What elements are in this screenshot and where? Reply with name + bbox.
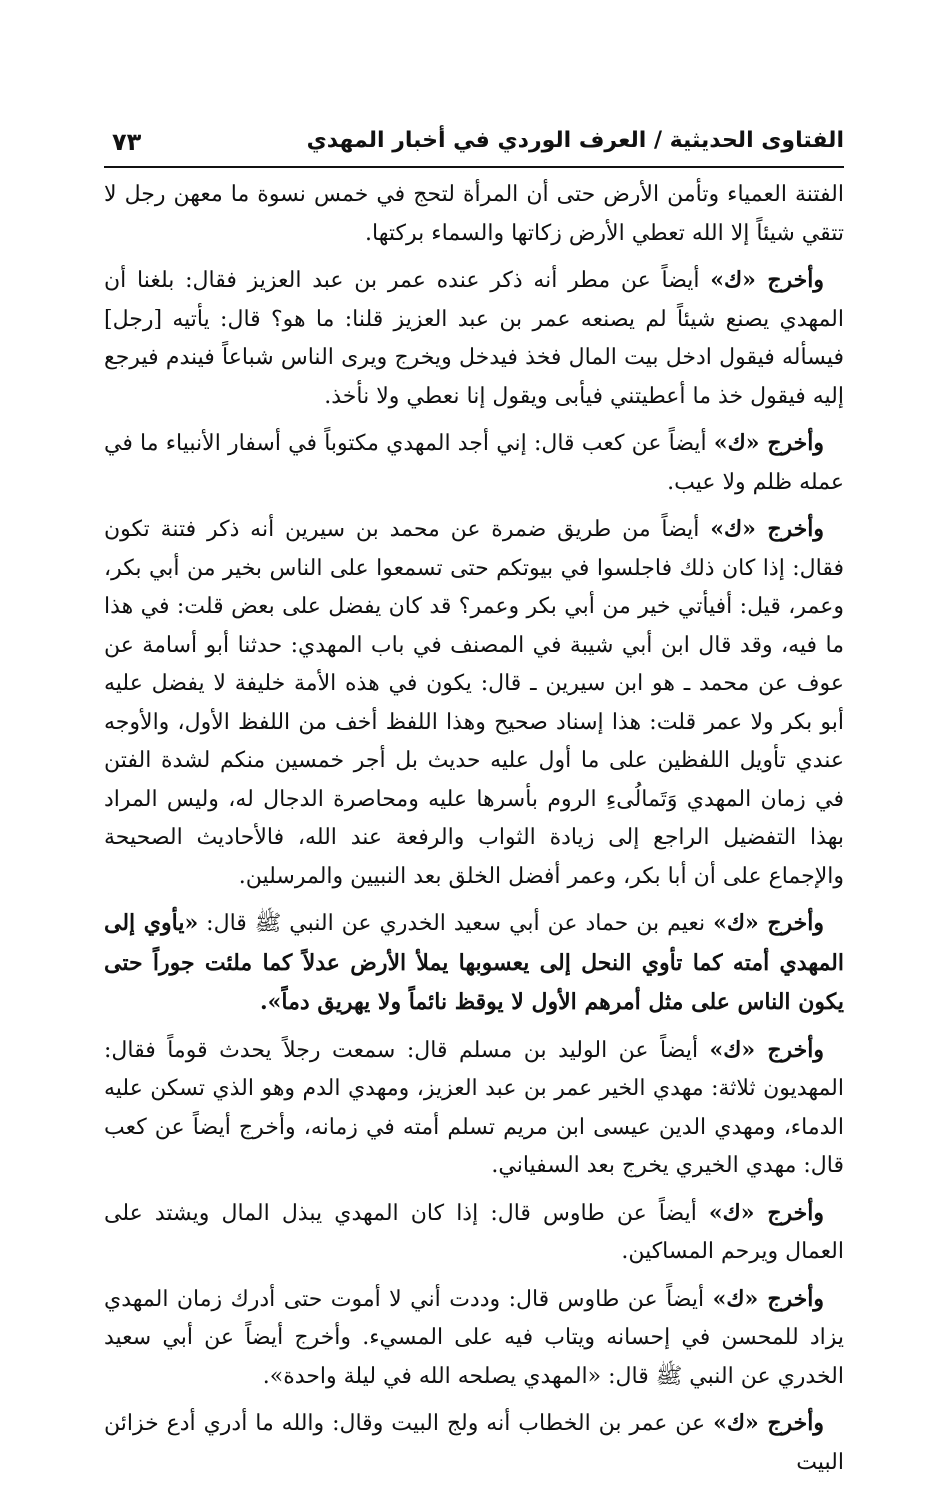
paragraph-text: أيضاً عن طاوس قال: وددت أني لا أموت حتى أدرك زمان المهدي يزاد للمحسن في إحسانه ويتاب فيه على المسيء. وأخرج أيضاً عن أبي سعيد الخدري عن النبي ﷺ قال: «المهدي يصلحه الله في ليلة واحدة».	[104, 1286, 844, 1389]
paragraph-text: أيضاً عن مطر أنه ذكر عنده عمر بن عبد العزيز فقال: بلغنا أن المهدي يصنع شيئاً لم يصنعه عمر بن عبد العزيز قلنا: ما هو؟ قال: يأتيه [رجل] فيسأله فيقول ادخل بيت المال فخذ فيدخل ويخرج ويرى الناس شباعاً فيندم فيرجع إليه فيقول خذ ما أعطيتني فيأبى ويقول إنا نعطي ولا نأخذ.	[104, 268, 844, 409]
paragraph-2	[104, 261, 844, 416]
paragraph-text: الفتنة العمياء وتأمن الأرض حتى أن المرأة لتحج في خمس نسوة ما معهن رجل لا تتقي شيئاً إلا الله تعطي الأرض زكاتها والسماء بركتها.	[104, 182, 844, 246]
paragraph-8	[104, 1280, 844, 1397]
paragraph-lead: وأخرج «ك»	[713, 430, 824, 456]
paragraph-text: أيضاً من طريق ضمرة عن محمد بن سيرين أنه ذكر فتنة تكون فقال: إذا كان ذلك فاجلسوا في بيوتكم حتى تسمعوا على الناس بخير من أبي بكر، وعمر، قيل: أفيأتي خير من أبي بكر وعمر؟ قد كان يفضل على بعض قلت: في هذا ما فيه، وقد قال ابن أبي شيبة في المصنف في باب المهدي: حدثنا أبو أسامة عن عوف عن محمد ـ هو ابن سيرين ـ قال: يكون في هذه الأمة خليفة لا يفضل عليه أبو بكر ولا عمر قلت: هذا إسناد صحيح وهذا اللفظ أخف من اللفظ الأول، والأوجه عندي تأويل اللفظين على ما أول عليه حديث بل أجر خمسين منكم لشدة الفتن في زمان المهدي وَتَمالُىءِ الروم بأسرها عليه ومحاصرة الدجال له، وليس المراد بهذا التفضيل الراجع إلى زيادة الثواب والرفعة عند الله، فالأحاديث الصحيحة والإجماع على أن أبا بكر، وعمر أفضل الخلق بعد النبيين والمرسلين.	[104, 517, 844, 889]
paragraph-6	[104, 1031, 844, 1186]
paragraph-9	[104, 1404, 844, 1482]
paragraph-7	[104, 1194, 844, 1272]
header-rule	[104, 166, 844, 168]
paragraph-3	[104, 424, 844, 502]
paragraph-lead: وأخرج «ك»	[713, 910, 825, 936]
page-header	[104, 126, 844, 166]
hadith-quote: «يأوي إلى المهدي أمته كما تأوي النحل إلى يعسوبها يملأ الأرض عدلاً كما ملئت جوراً حتى يكون الناس على مثل أمرهم الأول لا يوقظ نائماً ولا يهريق دماً».	[104, 910, 844, 1015]
paragraph-text: أيضاً عن الوليد بن مسلم قال: سمعت رجلاً يحدث قوماً فقال: المهديون ثلاثة: مهدي الخير عمر بن عبد العزيز، ومهدي الدم وهو الذي تسكن عليه الدماء، ومهدي الدين عيسى ابن مريم تسلم أمته في زمانه، وأخرج أيضاً عن كعب قال: مهدي الخيري يخرج بعد السفياني.	[104, 1037, 844, 1178]
paragraph-lead: وأخرج «ك»	[708, 1199, 824, 1226]
paragraph-text: نعيم بن حماد عن أبي سعيد الخدري عن النبي ﷺ قال:	[198, 911, 714, 936]
paragraph-lead: وأخرج «ك»	[712, 1285, 825, 1312]
paragraph-lead: وأخرج «ك»	[710, 267, 824, 293]
paragraph-1	[104, 176, 844, 253]
paragraph-text: عن عمر بن الخطاب أنه ولج البيت وقال: والله ما أدري أدع خزائن البيت	[104, 1411, 844, 1475]
paragraph-5	[104, 904, 844, 1023]
paragraph-lead: وأخرج «ك»	[709, 1036, 825, 1063]
running-title: الفتاوى الحديثية / العرف الوردي في أخبار المهدي	[306, 128, 844, 153]
page-number: ٧٣	[112, 128, 142, 156]
paragraph-text: أيضاً عن طاوس قال: إذا كان المهدي يبذل المال ويشتد على العمال ويرحم المساكين.	[104, 1200, 844, 1264]
paragraph-lead: وأخرج «ك»	[710, 516, 824, 542]
paragraph-4	[104, 510, 844, 896]
body-text	[104, 176, 844, 1490]
paragraph-lead: وأخرج «ك»	[713, 1410, 824, 1436]
paragraph-text: أيضاً عن كعب قال: إني أجد المهدي مكتوباً في أسفار الأنبياء ما في عمله ظلم ولا عيب.	[104, 431, 844, 495]
